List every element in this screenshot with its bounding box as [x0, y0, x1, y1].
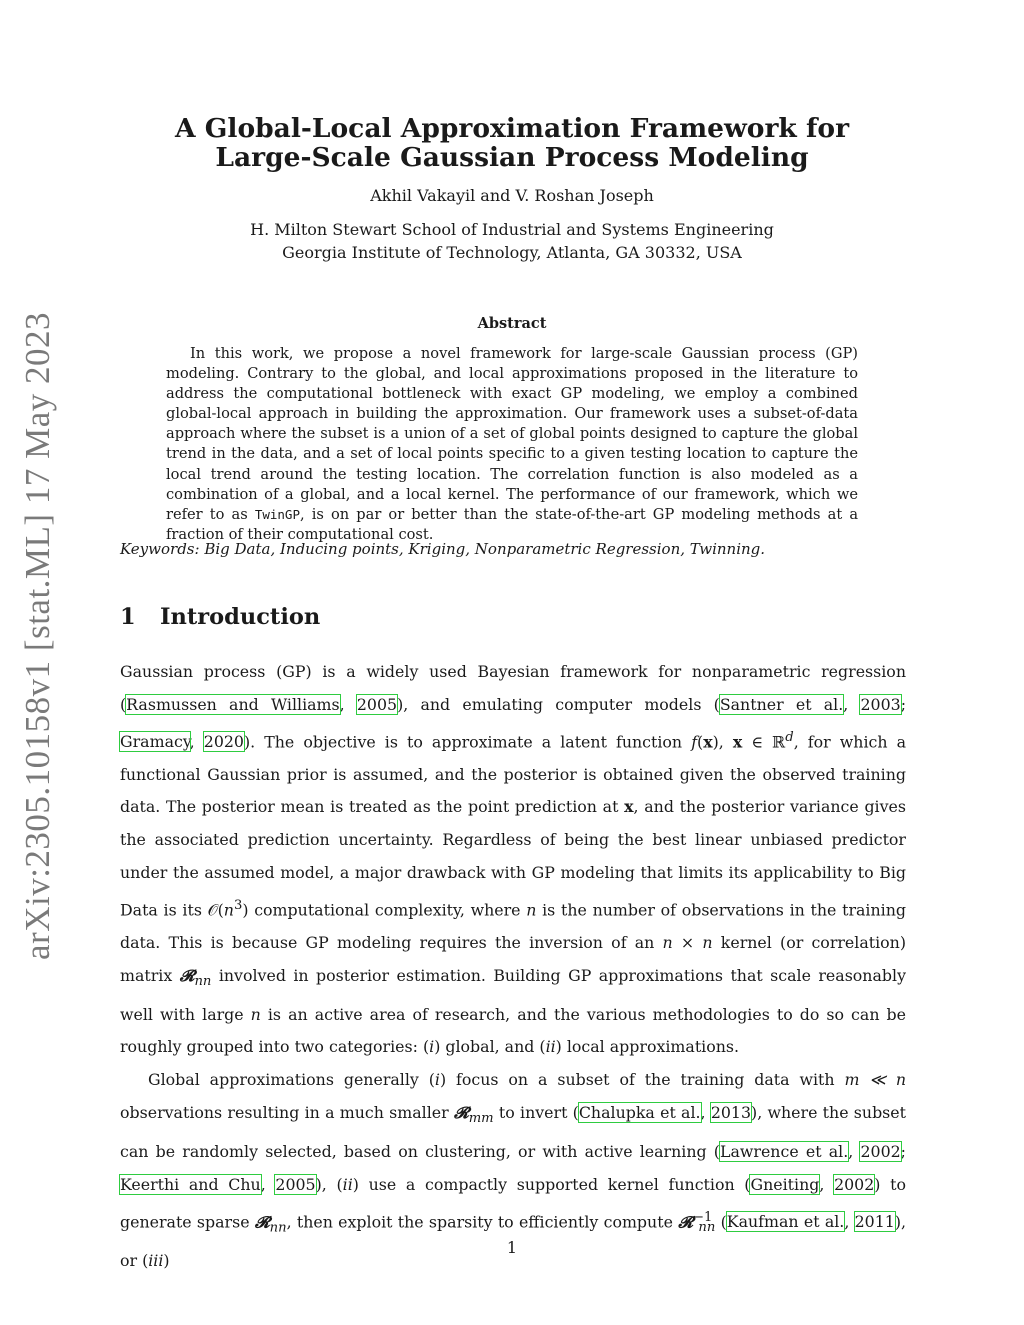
math: n	[223, 900, 234, 920]
text: ;	[900, 694, 907, 714]
citation-link[interactable]: Chalupka et al.	[578, 1103, 701, 1123]
citation-link[interactable]: Keerthi and Chu	[120, 1174, 261, 1194]
text: ),	[712, 731, 733, 751]
text: is the number of observations in the training data. This is because GP modeling requires the inversion of an	[120, 900, 906, 952]
math: x	[732, 731, 743, 751]
title-line-2: Large-Scale Gaussian Process Modeling	[215, 142, 809, 173]
text: is an active area of research, and the various methodologies to do so can be roughly grouped into two categories: (	[120, 1004, 906, 1057]
citation-link[interactable]: Kaufman et al.	[726, 1211, 845, 1231]
text: ,	[843, 694, 861, 714]
citation-link[interactable]: Lawrence et al.	[719, 1142, 849, 1161]
math: n × n	[662, 932, 713, 952]
text: ∈ ℝ	[742, 731, 786, 751]
math: nn	[194, 973, 212, 989]
text: )	[163, 1250, 170, 1270]
math: 𝓡	[179, 965, 195, 985]
text: ,	[700, 1103, 711, 1123]
math: n	[250, 1004, 261, 1024]
text: ), or (	[120, 1211, 906, 1270]
authors: Akhil Vakayil and V. Roshan Joseph	[370, 186, 654, 205]
text: ) computational complexity, where	[242, 900, 527, 920]
citation-year-link[interactable]: 2005	[275, 1174, 316, 1194]
text: ) local approximations.	[555, 1037, 740, 1057]
text: ,	[848, 1142, 861, 1161]
text: ,	[260, 1174, 276, 1194]
math: nn	[698, 1220, 716, 1236]
text: to invert (	[493, 1103, 579, 1123]
citation-link[interactable]: Gramacy	[120, 731, 190, 751]
math: x	[624, 797, 634, 817]
citation-year-link[interactable]: 2013	[710, 1103, 752, 1123]
text: ,	[339, 694, 357, 714]
math: mm	[468, 1111, 494, 1127]
section-heading	[120, 604, 320, 630]
text: ). The objective is to approximate a latent function	[243, 731, 692, 751]
paper-title	[120, 114, 904, 172]
citation-year-link[interactable]: 2005	[356, 694, 398, 714]
abstract-body	[166, 344, 858, 545]
abstract-text-2: , is on par or better than the state-of-the-art GP modeling methods at a fraction of their computational cost.	[166, 505, 859, 543]
text: kernel (or correlation) matrix	[120, 932, 906, 985]
math: −1	[692, 1209, 713, 1225]
text: ), (	[315, 1174, 343, 1194]
text: Global approximations generally (	[148, 1070, 435, 1090]
text: (	[715, 1211, 727, 1231]
text: ), where the subset can be randomly selected, based on clustering, or with active learning (	[120, 1103, 906, 1161]
text: , then exploit the sparsity to efficiently compute	[286, 1211, 679, 1231]
text: ) use a compactly supported kernel function (	[352, 1174, 751, 1194]
citation-year-link[interactable]: 2003	[860, 694, 901, 714]
citation-year-link[interactable]: 2002	[834, 1174, 875, 1194]
citation-year-link[interactable]: 2020	[203, 731, 244, 751]
text: ,	[819, 1174, 835, 1194]
citation-link[interactable]: Gneiting	[750, 1174, 820, 1194]
math: ii	[342, 1174, 353, 1194]
citation-link[interactable]: Rasmussen and Williams	[126, 694, 340, 714]
math: i	[429, 1037, 435, 1057]
affiliation-line-2: Georgia Institute of Technology, Atlanta, GA 30332, USA	[282, 243, 742, 262]
math: m ≪ n	[844, 1070, 906, 1090]
math: n	[526, 900, 537, 920]
math: d	[785, 729, 794, 745]
text: ;	[900, 1142, 906, 1161]
arxiv-identifier[interactable]: arXiv:2305.10158v1 [stat.ML] 17 May 2023	[18, 312, 57, 960]
citation-year-link[interactable]: 2002	[860, 1142, 901, 1161]
abstract-code-name: TwinGP	[254, 506, 300, 522]
affiliation-line-1: H. Milton Stewart School of Industrial and Systems Engineering	[250, 220, 774, 239]
text: ,	[844, 1211, 855, 1231]
keywords: Keywords: Big Data, Inducing points, Kriging, Nonparametric Regression, Twinning.	[120, 540, 766, 558]
math: f	[691, 731, 698, 751]
paragraph-1	[120, 656, 906, 1064]
math: nn	[269, 1220, 287, 1236]
math: x	[703, 731, 713, 751]
citation-link[interactable]: Santner et al.	[719, 694, 844, 714]
text: (	[697, 731, 704, 751]
math: 𝓡	[678, 1211, 693, 1231]
page-number: 1	[506, 1238, 518, 1257]
text: ) to generate sparse	[120, 1174, 906, 1231]
text: ,	[189, 731, 204, 751]
abstract-heading: Abstract	[477, 315, 547, 332]
affiliation	[120, 218, 904, 264]
text: ) global, and (	[434, 1037, 546, 1057]
text: Gaussian process (GP) is a widely used Bayesian framework for nonparametric regression (	[120, 662, 906, 714]
math: ii	[545, 1037, 556, 1057]
section-number: 1	[120, 604, 136, 630]
text: involved in posterior estimation. Building GP approximations that scale reasonably well with large	[120, 965, 906, 1024]
citation-year-link[interactable]: 2011	[854, 1211, 895, 1231]
math: i	[434, 1070, 440, 1090]
math: 𝓡	[254, 1211, 270, 1231]
math: 𝓡	[453, 1103, 469, 1123]
math: iii	[148, 1250, 164, 1270]
abstract-text-1: In this work, we propose a novel framework for large-scale Gaussian process (GP) modeling. Contrary to the global, and local approximations proposed in the literature to address the computational bottleneck with exact GP modeling, we employ a combined global-local approach in building the approximation. Our framework uses a subset-of-data approach where the subset is a union of a set of global points designed to capture the global trend in the data, and a set of local points specific to a given testing location to capture the local trend around the testing location. The correlation function is also modeled as a combination of a global, and a local kernel. The performance of our framework, which we refer to as	[166, 345, 858, 523]
text: , and the posterior variance gives the associated prediction uncertainty. Regardless of being the best linear unbiased predictor under the assumed model, a major drawback with GP modeling that limits its applicability to Big Data is its 𝒪(	[120, 797, 906, 920]
text: ) focus on a subset of the training data with	[439, 1070, 845, 1090]
title-line-1: A Global-Local Approximation Framework for	[174, 113, 850, 144]
section-title: Introduction	[160, 604, 321, 630]
text: ), and emulating computer models (	[397, 694, 720, 714]
text: observations resulting in a much smaller	[120, 1103, 454, 1123]
body-text	[120, 656, 906, 1278]
text: , for which a functional Gaussian prior is assumed, and the posterior is obtained given the observed training data. The posterior mean is treated as the point prediction at	[120, 731, 906, 817]
math: 3	[233, 897, 243, 913]
